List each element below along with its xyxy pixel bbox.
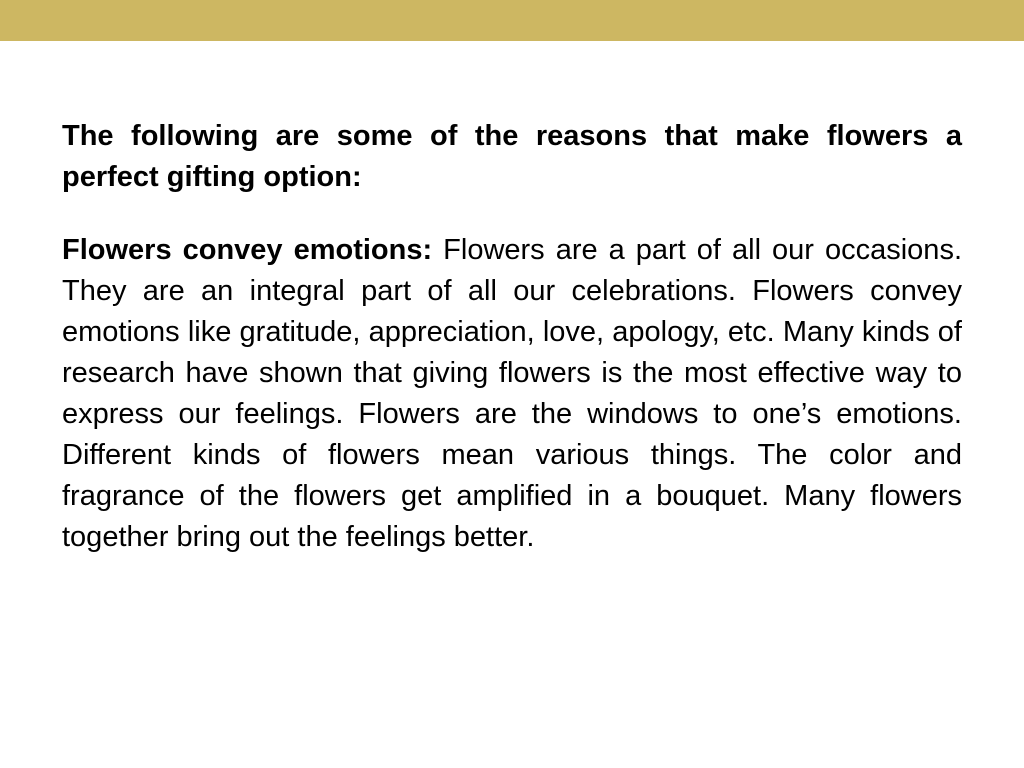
point-paragraph xyxy=(62,230,962,558)
slide-content xyxy=(62,116,962,558)
point-heading: Flowers convey emotions: xyxy=(62,234,433,266)
point-body: Flowers are a part of all our occasions. They are an integral part of all our celebrations. Flowers convey emotions like gratitude, appreciation, love, apology, etc. Many kinds of research have shown that giving flowers is the most effective way to express our feelings. Flowers are the windows to one’s emotions. Different kinds of flowers mean various things. The color and fragrance of the flowers get amplified in a bouquet. Many flowers together bring out the feelings better. xyxy=(62,234,962,553)
intro-heading: The following are some of the reasons that make flowers a perfect gifting option: xyxy=(62,120,962,193)
top-accent-band xyxy=(0,0,1024,41)
